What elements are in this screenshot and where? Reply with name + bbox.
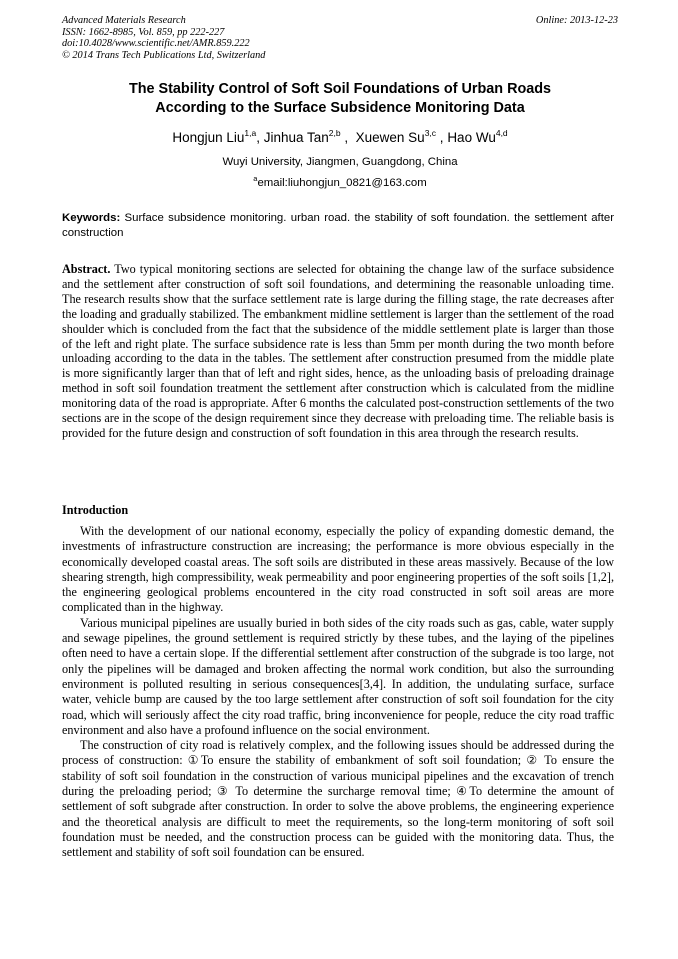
author-name: Xuewen Su xyxy=(355,130,425,145)
issn-line: ISSN: 1662-8985, Vol. 859, pp 222-227 xyxy=(62,26,225,38)
author-sep: , xyxy=(436,130,448,145)
journal-name: Advanced Materials Research xyxy=(62,15,186,26)
abstract-label: Abstract. xyxy=(62,262,111,276)
keywords-text: Surface subsidence monitoring. urban road. the stability of soft foundation. the settlement after construction xyxy=(62,212,614,239)
keywords-label: Keywords: xyxy=(62,212,121,224)
author-sup: 2,b xyxy=(328,128,341,138)
abstract-text: Two typical monitoring sections are selected for obtaining the change law of the surface subsidence and the settlement after construction of soft soil foundations, and determining the reasonable unloading time. The research results show that the surface settlement rate is large during the filling stage, the rate decreases after the loading and gradually stabilized. The embankment midline settlement is larger than the settlement of the road shoulder which is concluded from the fact that the subsidence of the middle settlement plate is larger than those of the left and right plate. The surface subsidence rate is less than 5mm per month during the two month before unloading according to the data in the tables. The settlement after construction presumed from the middle plate is more significantly larger than that of left and right sides, hence, as the unloading basis of preloading drainage method in soft soil foundation treatment the settlement after construction which is calculated from the midline monitoring data of the road is appropriate. After 6 months the calculated post-construction settlements of the two sections are in the scope of the design requirement since they decrease with preloading time. The reliable basis is provided for the future design and construction of soft foundation in this area through the research results. xyxy=(62,262,614,440)
online-date: Online: 2013-12-23 xyxy=(535,15,618,26)
author xyxy=(172,130,256,145)
author-sup: 3,c xyxy=(424,128,437,138)
affiliation: Wuyi University, Jiangmen, Guangdong, China xyxy=(222,156,458,168)
author xyxy=(264,130,341,145)
author-sup: 4,d xyxy=(495,128,508,138)
email-sup: a xyxy=(253,174,258,183)
journal-header xyxy=(62,15,618,61)
author-name: Hongjun Liu xyxy=(172,130,245,145)
title-line-2: According to the Surface Subsidence Monitoring Data xyxy=(155,100,525,116)
author xyxy=(356,130,436,145)
author-name: Hao Wu xyxy=(447,130,496,145)
copyright-line: © 2014 Trans Tech Publications Ltd, Switzerland xyxy=(62,49,266,61)
author-name: Jinhua Tan xyxy=(263,130,329,145)
doi-line: doi:10.4028/www.scientific.net/AMR.859.222 xyxy=(62,38,250,49)
author-list xyxy=(62,129,618,147)
author-sep: , xyxy=(256,130,264,145)
author-sep: , xyxy=(340,130,356,145)
paragraph: Various municipal pipelines are usually buried in both sides of the city roads such as gas, cable, water supply and sewage pipelines, the ground settlement is required strictly by these tubes, and the laying of the pipelines often need to have a certain slope. If the differential settlement after construction of the subgrade is too large, not only the pipelines will be damaged and broken affecting the normal work condition, but also the surrounding environment is polluted resulting in serious consequences[3,4]. In addition, the undulating surface, surface water, vehicle bump are caused by the too large settlement after construction of soft soil foundation for the city road, which will seriously affect the city road traffic, bring inconvenience for people, reduce the city road traffic environment and also have a profound influence on the social environment. xyxy=(62,615,614,737)
introduction-body xyxy=(62,524,614,861)
title-line-1: The Stability Control of Soft Soil Foundations of Urban Roads xyxy=(128,81,552,97)
author xyxy=(447,130,507,145)
paper-title xyxy=(62,80,618,118)
paragraph: With the development of our national economy, especially the policy of expanding domestic demand, the investments of infrastructure construction are increasing; the performance is more obvious especially in the economically developed coastal areas. The soft soils are distributed in these areas massively. Because of the low shearing strength, high compressibility, weak permeability and poor engineering properties of the soft soils [1,2], the engineering geological problems encountered in the city road constructed in soft soil areas are more complicated than in the highway. xyxy=(62,524,614,615)
author-sup: 1,a xyxy=(244,128,257,138)
contact-email xyxy=(62,176,618,191)
paragraph: The construction of city road is relatively complex, and the following issues should be addressed during the process of construction: ①To ensure the stability of embankment of soft soil foundation; ② To ensure the stability of soft soil foundation in the construction of various municipal pipelines and the excavation of trench during the preloading period; ③ To determine the surcharge removal time; ④To determine the amount of settlement of soft subgrade after construction. In order to solve the above problems, the engineering experience and the theoretical analysis are difficult to meet the requirements, so the long-term monitoring of soft soil foundation must be needed, and the construction process can be guided with the monitoring data. Thus, the settlement and stability of soft soil foundation can be ensured. xyxy=(62,738,614,860)
abstract xyxy=(62,262,614,441)
email-address: email:liuhongjun_0821@163.com xyxy=(257,177,427,189)
keywords xyxy=(62,211,614,240)
section-heading-introduction: Introduction xyxy=(62,503,129,517)
